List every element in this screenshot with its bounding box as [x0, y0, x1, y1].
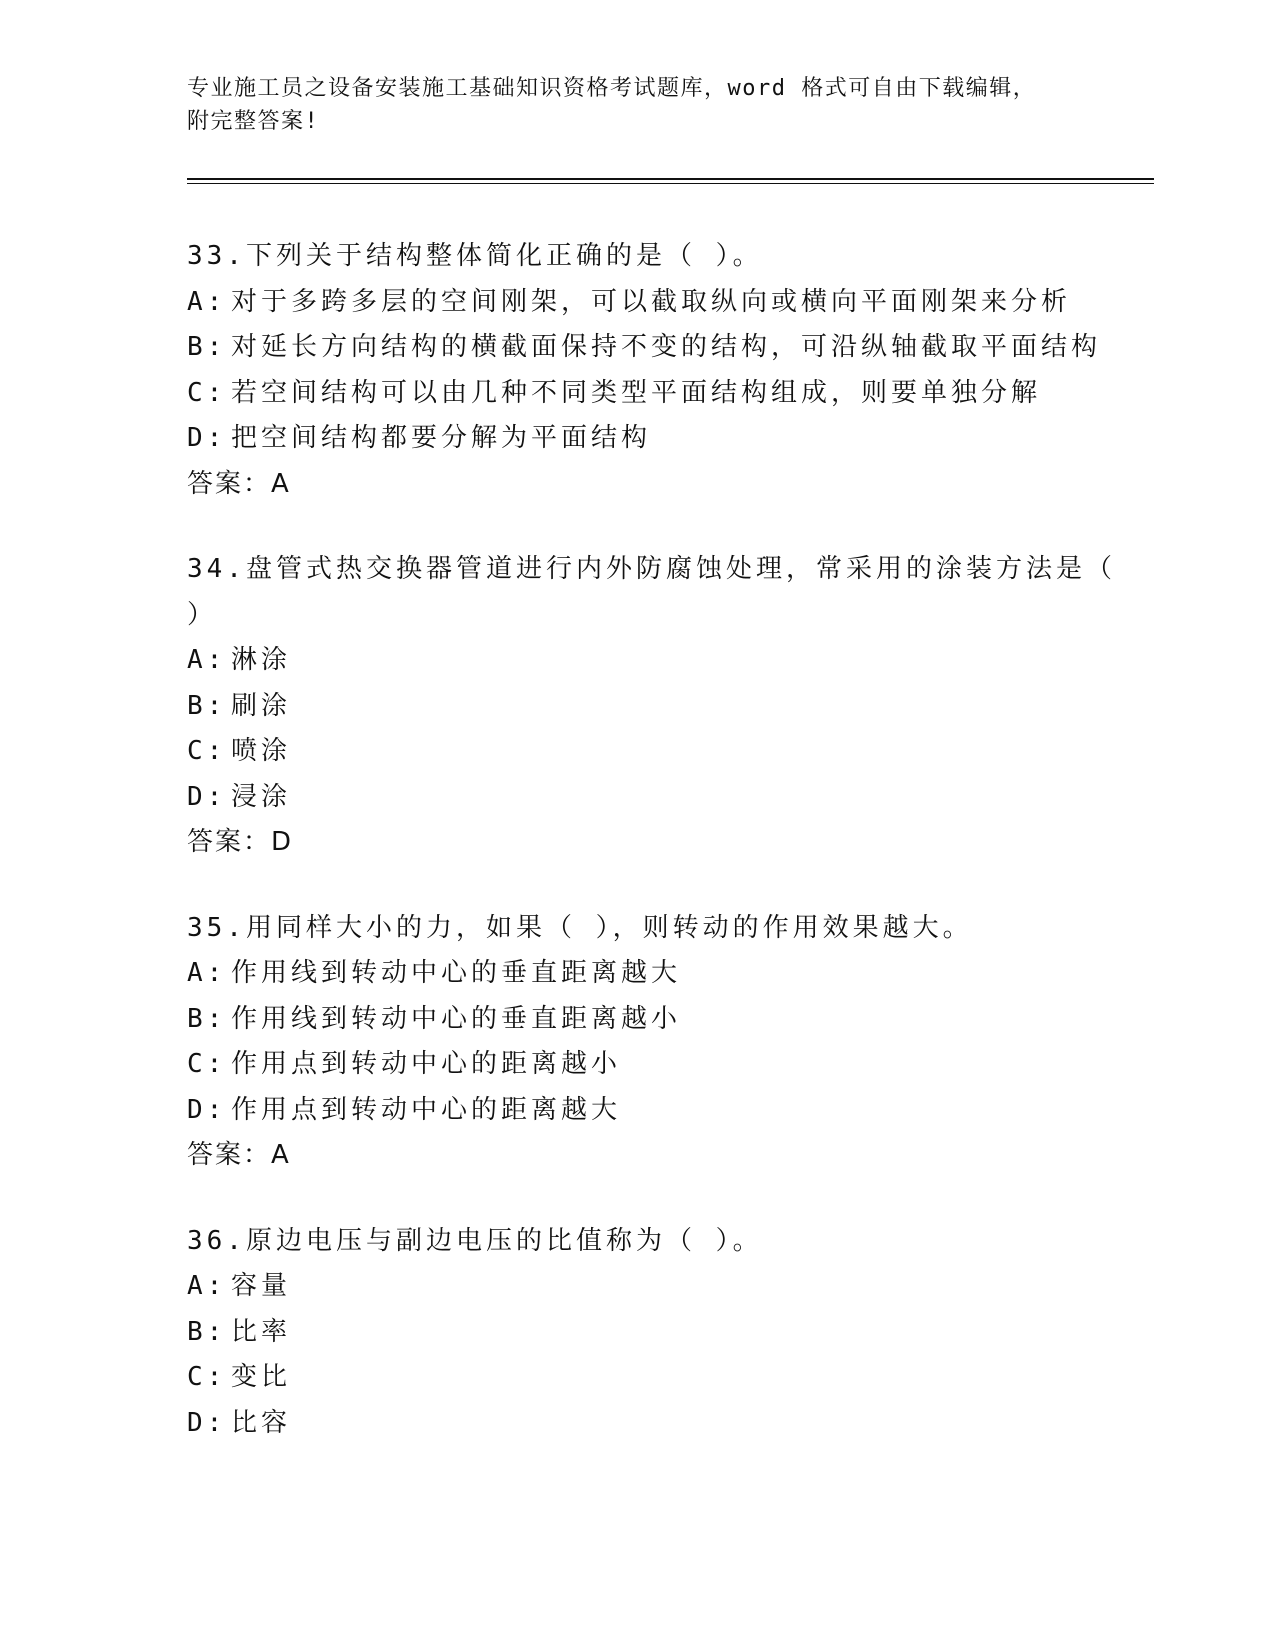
option-a [187, 1264, 1087, 1310]
option-c [187, 1355, 1087, 1401]
question-33 [187, 234, 1102, 507]
option-c [187, 371, 1087, 417]
option-b [187, 1310, 1087, 1356]
option-letter: B: [187, 690, 227, 721]
question-stem: 33.下列关于结构整体简化正确的是（ ）。 [187, 241, 763, 271]
option-a [187, 280, 1087, 326]
option-text: 作用点到转动中心的距离越小 [231, 1049, 622, 1079]
option-letter: A: [187, 645, 227, 675]
option-letter: C: [187, 377, 227, 408]
option-letter: D: [187, 781, 227, 812]
question-35 [187, 906, 1087, 1179]
option-letter: C: [187, 1049, 227, 1079]
answer-line: 答案：D [187, 827, 294, 857]
option-c [187, 729, 1087, 775]
option-text: 比容 [231, 1407, 292, 1438]
option-d [187, 416, 1087, 462]
option-text: 把空间结构都要分解为平面结构 [231, 423, 652, 453]
question-34 [187, 547, 1116, 866]
option-letter: A: [187, 1271, 227, 1301]
option-text: 作用线到转动中心的垂直距离越小 [231, 1003, 682, 1034]
document-header [187, 72, 1067, 138]
option-text: 喷涂 [231, 736, 292, 766]
option-text: 刷涂 [231, 690, 292, 721]
option-letter: D: [187, 423, 227, 453]
option-letter: A: [187, 286, 227, 317]
option-letter: D: [187, 1407, 227, 1438]
option-text: 对于多跨多层的空间刚架，可以截取纵向或横向平面刚架来分析 [231, 286, 1072, 317]
option-b [187, 325, 1102, 371]
option-text: 对延长方向结构的横截面保持不变的结构，可沿纵轴截取平面结构 [231, 332, 1102, 362]
option-letter: C: [187, 1362, 227, 1392]
option-d [187, 1401, 1087, 1447]
header-rule-thin [187, 183, 1154, 184]
answer-line: 答案：A [187, 468, 291, 499]
question-36 [187, 1219, 1087, 1447]
option-text: 作用点到转动中心的距离越大 [231, 1094, 622, 1125]
header-line-1: 专业施工员之设备安装施工基础知识资格考试题库，word 格式可自由下载编辑， [187, 76, 1037, 101]
question-stem: 36.原边电压与副边电压的比值称为（ ）。 [187, 1225, 763, 1256]
option-c [187, 1042, 1087, 1088]
option-d [187, 1088, 1087, 1134]
option-letter: B: [187, 1003, 227, 1034]
answer-line: 答案：A [187, 1140, 291, 1170]
option-text: 变比 [231, 1362, 292, 1392]
question-stem-continuation: ） [187, 599, 218, 630]
option-letter: A: [187, 958, 227, 988]
option-b [187, 684, 1087, 730]
option-letter: C: [187, 736, 227, 766]
question-stem: 34.盘管式热交换器管道进行内外防腐蚀处理，常采用的涂装方法是（ [187, 554, 1116, 584]
option-text: 浸涂 [231, 781, 292, 812]
option-b [187, 997, 1087, 1043]
option-letter: D: [187, 1094, 227, 1125]
option-a [187, 638, 1087, 684]
option-text: 比率 [231, 1316, 292, 1347]
option-d [187, 775, 1087, 821]
option-text: 若空间结构可以由几种不同类型平面结构组成，则要单独分解 [231, 377, 1042, 408]
header-rule-thick [187, 178, 1154, 180]
option-text: 淋涂 [231, 645, 292, 675]
header-line-2: 附完整答案! [187, 109, 320, 134]
question-stem: 35.用同样大小的力，如果（ ），则转动的作用效果越大。 [187, 912, 973, 943]
option-text: 作用线到转动中心的垂直距离越大 [231, 958, 682, 988]
question-list [187, 234, 1116, 1486]
option-letter: B: [187, 1316, 227, 1347]
option-text: 容量 [231, 1271, 292, 1301]
option-letter: B: [187, 332, 227, 362]
option-a [187, 951, 1087, 997]
